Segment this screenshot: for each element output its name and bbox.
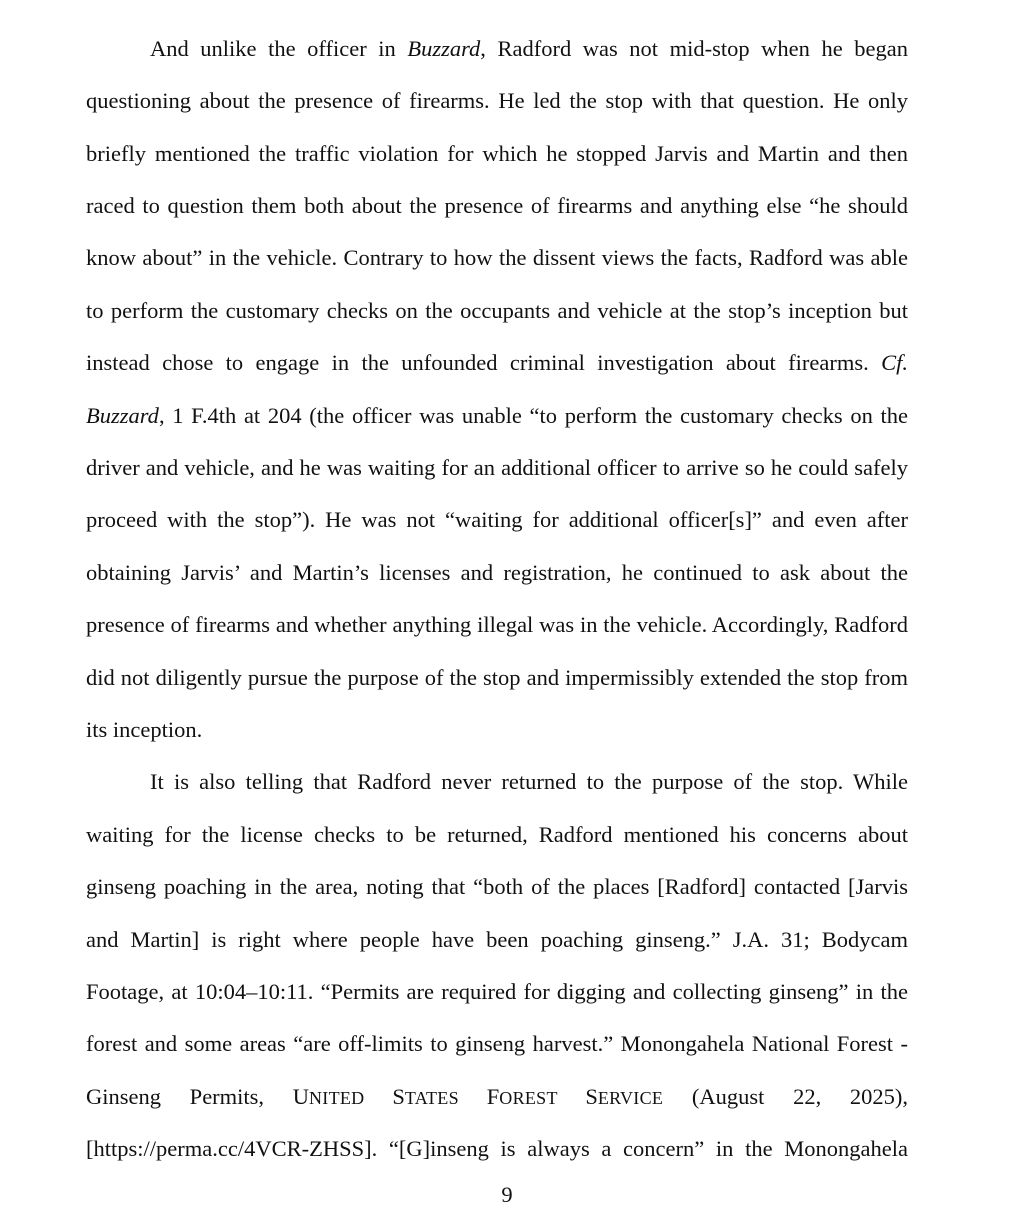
text-line: and Martin] is right where people have been poaching ginseng.” J.A. 31; Bodycam	[86, 927, 908, 952]
text-line-small-caps: Ginseng Permits, UNITED STATES FOREST SERVICE (August 22, 2025),	[86, 1084, 908, 1109]
text-line-last: its inception.	[86, 717, 203, 742]
text-line: instead chose to engage in the unfounded criminal investigation about firearms. Cf.	[86, 350, 908, 375]
case-name-italic: Buzzard	[86, 403, 159, 428]
text-line: waiting for the license checks to be returned, Radford mentioned his concerns about	[86, 822, 908, 847]
text-line: driver and vehicle, and he was waiting for an additional officer to arrive so he could safely	[86, 455, 908, 480]
text-line: Buzzard, 1 F.4th at 204 (the officer was unable “to perform the customary checks on the	[86, 403, 908, 428]
text-line: to perform the customary checks on the occupants and vehicle at the stop’s inception but	[86, 298, 908, 323]
text-line: did not diligently pursue the purpose of the stop and impermissibly extended the stop from	[86, 665, 908, 690]
signal-italic: Cf.	[881, 350, 908, 375]
text-line: Footage, at 10:04–10:11. “Permits are required for digging and collecting ginseng” in the	[86, 979, 908, 1004]
text-line: [https://perma.cc/4VCR-ZHSS]. “[G]inseng is always a concern” in the Monongahela	[86, 1136, 908, 1161]
page-number: 9	[501, 1182, 513, 1207]
text-line: presence of firearms and whether anything illegal was in the vehicle. Accordingly, Radford	[86, 612, 908, 637]
text-line: forest and some areas “are off-limits to ginseng harvest.” Monongahela National Forest -	[86, 1031, 908, 1056]
text-line: questioning about the presence of firearms. He led the stop with that question. He only	[86, 88, 908, 113]
text-line: know about” in the vehicle. Contrary to how the dissent views the facts, Radford was able	[86, 245, 908, 270]
text-line: And unlike the officer in Buzzard, Radford was not mid-stop when he began	[150, 36, 909, 61]
text-line: It is also telling that Radford never returned to the purpose of the stop. While	[150, 769, 908, 794]
text-line: ginseng poaching in the area, noting that “both of the places [Radford] contacted [Jarvis	[86, 874, 908, 899]
case-name-italic: Buzzard	[407, 36, 481, 61]
text-line: obtaining Jarvis’ and Martin’s licenses and registration, he continued to ask about the	[86, 560, 908, 585]
text-line: raced to question them both about the presence of firearms and anything else “he should	[86, 193, 908, 218]
text-line: proceed with the stop”). He was not “waiting for additional officer[s]” and even after	[86, 507, 908, 532]
text-line: briefly mentioned the traffic violation for which he stopped Jarvis and Martin and then	[86, 141, 908, 166]
